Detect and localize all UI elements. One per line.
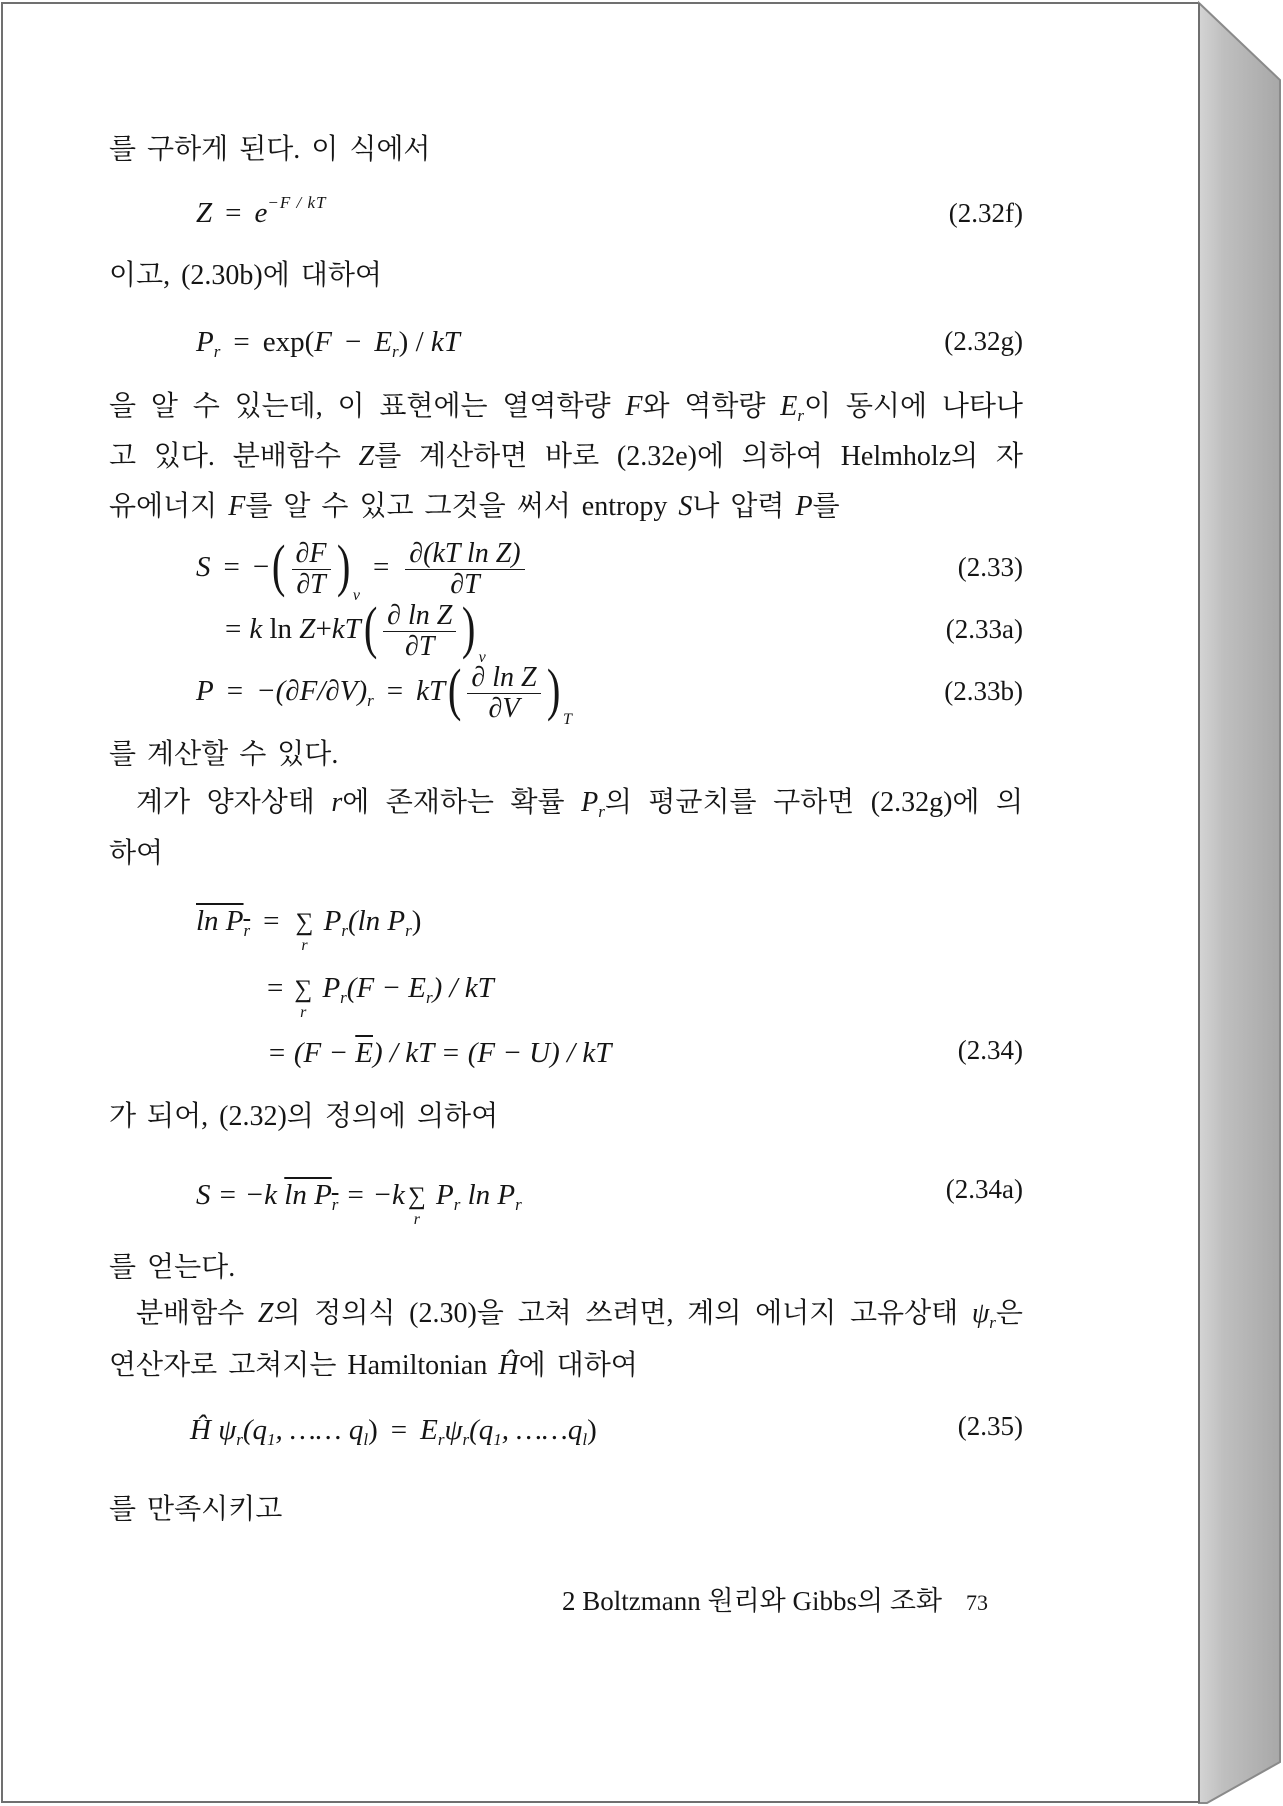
math-subscript: r [425,988,433,1007]
sum-sign: ∑ [295,909,314,936]
line-text: 유에너지 [109,491,229,522]
math-operator: − [344,326,362,358]
math-variable: P [436,1179,454,1211]
equation-number: (2.34) [957,1035,1023,1065]
fraction-numerator: ∂F [292,539,331,570]
math-variable: P [322,972,341,1004]
mean-energy: $\overline{E}$ [355,1037,373,1069]
math-subscript: 1 [267,1430,276,1449]
math-operator: = [233,326,250,358]
math-subscript: l [363,1430,369,1449]
math-subscript: T [562,711,572,728]
equation-number: (2.33b) [944,676,1023,706]
math-expression: (F − E [346,972,426,1004]
equation-2-33b [196,651,572,731]
math-operator: = [226,675,244,707]
math-variable: P [795,491,813,522]
sum-sign: ∑ [407,1183,426,1210]
line-text: 계가 양자상태 [136,787,332,818]
math-variable: F [625,391,643,422]
math-variable: Z [358,441,375,472]
math-operator: = [263,905,280,937]
line-text: 분배함수 [136,1298,258,1329]
math-subscript: r [598,802,605,821]
body-text-line: 를 만족시키고 [109,1494,283,1525]
math-expression: ) / kT [432,972,494,1004]
line-text: 를 알 수 있고 그것을 써서 entropy [245,491,679,522]
running-head: 2 Boltzmann 원리와 Gibbs의 조화 [562,1586,942,1616]
fraction-numerator: ∂ ln Z [383,601,456,632]
math-subscript: r [392,342,399,361]
math-function: ln [269,613,293,645]
math-variable: ψ [444,1414,463,1446]
math-variable: E [374,326,393,358]
math-variable: S [196,551,211,583]
sum-sign: ∑ [294,976,313,1003]
left-paren: ( [272,533,286,599]
body-text-line [136,1294,1023,1334]
math-text: ) [411,905,422,937]
equation-number: (2.32g) [944,326,1023,356]
right-paren: ) [336,533,350,599]
math-variable: Z [257,1298,274,1329]
line-text: 나 압력 [692,491,796,522]
math-variable: F [228,491,246,522]
math-text: ) / [398,326,431,358]
math-variable: Ĥ [498,1350,519,1381]
math-variable: P [196,675,214,707]
math-subscript: r [797,406,805,425]
math-expression: , …… q [275,1414,364,1446]
left-paren: ( [447,657,462,723]
fraction-numerator: ∂(kT ln Z) [405,539,524,570]
math-variable: F [314,326,332,358]
line-text: 은 [995,1298,1023,1329]
fraction-denominator: ∂T [296,568,326,600]
math-subscript: r [367,691,374,710]
math-subscript: r [453,1195,461,1214]
sum-index: r [300,1004,307,1021]
body-text-line: 가 되어, (2.32)의 정의에 의하여 [109,1101,499,1132]
math-variable: r [331,787,343,818]
math-variable: P [323,905,342,937]
math-subscript: v [478,649,486,666]
equation-2-32f [196,173,326,253]
math-subscript: r [341,921,348,940]
math-variable: S [196,1179,211,1211]
math-variable: k [249,613,263,645]
line-text: 이 동시에 나타나 [804,391,1023,422]
math-subscript: r [331,1195,339,1214]
fraction-denominator: ∂T [450,568,480,600]
math-expression: −(∂F/∂V) [256,675,368,707]
fraction-numerator: ∂ ln Z [467,663,540,694]
fraction-denominator: ∂T [405,630,435,662]
math-expression: (ln P [347,905,406,937]
line-text: 를 [812,491,840,522]
math-expression: ln P [467,1179,516,1211]
line-text: 에 대하여 [518,1350,638,1381]
line-text: 의 정의식 (2.30)을 고쳐 쓰려면, 계의 에너지 고유상태 [273,1298,972,1329]
math-subscript: 1 [493,1430,502,1449]
math-expression: , ……q [501,1414,583,1446]
line-text: 연산자로 고쳐지는 Hamiltonian [109,1350,499,1381]
math-operator: = [386,675,404,707]
line-text: 를 계산하면 바로 (2.32e)에 의하여 Helmholz의 자 [374,441,1023,472]
line-text: 의 평균치를 구하면 (2.32g)에 의 [604,787,1023,818]
math-subscript: r [989,1313,996,1332]
right-paren: ) [462,595,476,661]
right-paren: ) [546,657,561,723]
body-text-line: 를 구하게 된다. 이 식에서 [109,134,431,165]
math-expression: ln P [196,905,244,937]
math-subscript: r [515,1195,522,1214]
math-variable: ψ [971,1298,990,1329]
equation-number: (2.35) [957,1411,1023,1441]
body-text-line: 를 계산할 수 있다. [109,739,339,770]
math-subscript: v [352,587,360,604]
math-subscript: r [243,921,251,940]
fraction [467,663,540,724]
equation-number: (2.33a) [945,614,1023,644]
math-expression: (q [242,1414,268,1446]
math-variable: P [196,326,214,358]
body-text-line: 이고, (2.30b)에 대하여 [109,260,382,291]
math-operator: = [225,613,242,645]
equation-2-32g [196,302,460,382]
math-variable: Z [299,613,316,645]
body-text-line [109,487,1023,527]
math-operator: = [267,972,284,1004]
line-text: 와 역학량 [642,391,781,422]
math-subscript: l [582,1430,588,1449]
math-expression: = (F − [267,1037,356,1069]
sum-index: r [301,937,308,954]
left-paren: ( [363,595,378,661]
math-operator: + [315,613,332,645]
body-text-line: 하여 [109,838,164,869]
math-function: exp( [262,326,315,358]
math-variable: kT [430,326,460,358]
math-operator: = [390,1414,408,1446]
math-operator: = [225,197,242,229]
math-text: ) [368,1414,378,1446]
equation-2-35 [190,1390,597,1470]
body-text-line [109,437,1023,477]
overlined-term [284,1179,339,1214]
math-expression: = −k [345,1179,405,1211]
hamiltonian-operator: Ĥ [190,1414,211,1446]
sum-index: r [413,1211,420,1228]
fraction-denominator: ∂V [488,692,520,724]
math-expression: ln P [284,1179,332,1211]
math-operator: = [372,551,390,583]
math-subscript: r [236,1430,243,1449]
math-subscript: r [340,988,347,1007]
math-text: ) [587,1414,597,1446]
math-subscript: r [462,1430,470,1449]
equation-2-34-row-3 [267,1013,611,1093]
math-expression: = −k [217,1179,278,1211]
math-subscript: r [213,342,221,361]
equation-number: (2.34a) [945,1174,1023,1204]
body-text-line [109,387,1023,427]
math-variable: ψ [218,1414,237,1446]
page-footer [562,1581,988,1621]
math-variable: S [678,491,693,522]
math-subscript: r [437,1430,445,1449]
math-operator: = [223,551,240,583]
body-text-line [136,783,1023,823]
line-text: 고 있다. 분배함수 [109,441,359,472]
math-variable: kT [416,675,446,707]
math-subscript: r [405,921,412,940]
math-variable: P [581,787,599,818]
math-operator: − [252,551,270,583]
line-text: 에 존재하는 확률 [342,787,582,818]
body-text-line: 를 얻는다. [109,1252,236,1283]
line-text: 을 알 수 있는데, 이 표현에는 열역학량 [109,391,626,422]
body-text-line [109,1346,1023,1386]
math-exponent: −F / kT [267,193,327,212]
math-variable: e [254,197,268,229]
equation-2-34a [196,1155,522,1235]
math-expression: ) / kT = (F − U) / kT [372,1037,612,1069]
summation [408,1184,426,1228]
equation-number: (2.32f) [948,198,1023,228]
page-number: 73 [966,1590,988,1615]
equation-number: (2.33) [957,552,1023,582]
math-variable: Z [196,197,213,229]
math-expression: (q [469,1414,494,1446]
math-variable: E [420,1414,438,1446]
math-variable: E [780,391,798,422]
math-variable: kT [331,613,361,645]
overlined-term [196,905,251,940]
